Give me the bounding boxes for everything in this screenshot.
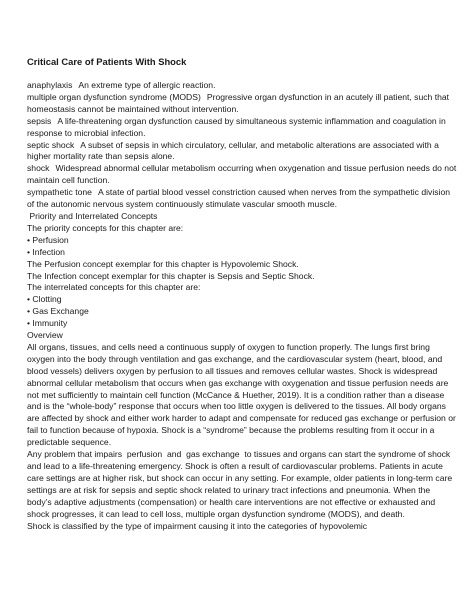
definition-text: Progressive organ dysfunction in an acutely ill patient, such that homeostasis cannot be maintained without intervention. (27, 91, 450, 114)
definition-text: A subset of sepsis in which circulatory, cellular, and metabolic alterations are associated with a higher mortality rate than sepsis alone. (27, 139, 439, 162)
section-heading: Priority and Interrelated Concepts (27, 210, 158, 221)
overview-heading: Overview (27, 330, 63, 341)
definition-term: anaphylaxis (27, 80, 73, 90)
definition-term: shock (27, 163, 50, 174)
definition-sympathetic-tone (27, 187, 457, 211)
interrelated-item: • Immunity (27, 318, 68, 329)
definition-text: A state of partial blood vessel constriction caused when nerves from the sympathetic division of the autonomic nervous system continuously stimulate vascular smooth muscle. (27, 187, 451, 210)
overview-paragraph: Shock is classified by the type of impairment causing it into the categories of hypovolemic (27, 520, 368, 531)
interrelated-item: • Clotting (27, 294, 62, 305)
exemplar-perfusion: The Perfusion concept exemplar for this chapter is Hypovolemic Shock. (27, 258, 299, 269)
definition-anaphylaxis (27, 80, 457, 92)
exemplar-infection: The Infection concept exemplar for this chapter is Sepsis and Septic Shock. (27, 270, 315, 281)
overview-paragraph: Any problem that impairs perfusion and gas exchange to tissues and organs can start the syndrome of shock and lead to a life-threatening emergency. Shock is often a result of cardiovascular problems. Patients in acute care settings are at higher risk, but shock can occur in any setting. For example, older patients in long-term care settings are at risk for sepsis and septic shock related to urinary tract infections and pneumonia. When the body’s adaptive adjustments (compensation) or health care interventions are not effective or exhausted and shock progresses, it can lead to cell loss, multiple organ dysfunction syndrome (MODS), and death. (27, 449, 455, 519)
definition-term: septic shock (27, 139, 75, 150)
definition-shock (27, 163, 457, 187)
interrelated-item: • Gas Exchange (27, 306, 89, 317)
definition-term: multiple organ dysfunction syndrome (MODS) (27, 91, 201, 102)
definition-term: sympathetic tone (27, 187, 92, 198)
overview-paragraph: All organs, tissues, and cells need a continuous supply of oxygen to function properly. The lungs first bring oxygen into the body through ventilation and gas exchange, and the cardiovascular system (heart, blood, and blood vessels) delivers oxygen by perfusion to all tissues and removes cellular wastes. Shock is widespread abnormal cellular metabolism that occurs when gas exchange with oxygenation and tissue perfusion needs are not met sufficiently to maintain cell function (McCance & Huether, 2019). It is a condition rather than a disease and is the “whole-body” response that occurs when too little oxygen is delivered to the tissues. All body organs are affected by shock and either work harder to adapt and compensate for reduced gas exchange or perfusion or fail to function because of hypoxia. Shock is a “syndrome” because the problems resulting from it occur in a predictable sequence. (27, 341, 456, 448)
definition-text: Widespread abnormal cellular metabolism occurring when oxygenation and tissue perfusion needs do not maintain cell function. (27, 163, 457, 186)
definition-term: sepsis (27, 115, 52, 126)
document-title: Critical Care of Patients With Shock (27, 56, 187, 67)
document-body (27, 80, 457, 532)
priority-intro: The priority concepts for this chapter are: (27, 222, 184, 233)
priority-item: • Perfusion (27, 234, 69, 245)
definition-text: An extreme type of allergic reaction. (78, 80, 216, 90)
definition-septic-shock (27, 140, 457, 164)
interrelated-intro: The interrelated concepts for this chapter are: (27, 282, 201, 293)
definition-text: A life-threatening organ dysfunction caused by simultaneous systemic inflammation and coagulation in response to microbial infection. (27, 115, 446, 138)
definition-sepsis (27, 116, 457, 140)
definition-mods (27, 92, 457, 116)
priority-item: • Infection (27, 246, 65, 257)
